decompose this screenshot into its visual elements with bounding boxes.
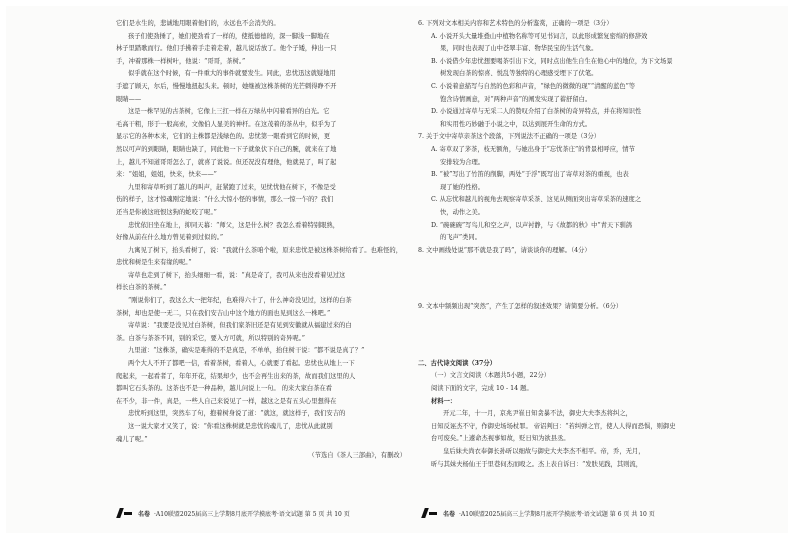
text-line: 开元二年，十一月，京兆尹崔日知贪暴不法，御史大夫李杰将纠之， <box>443 410 632 418</box>
text-line: 眼睛—— <box>116 95 142 103</box>
text-line: 和实用性巧妙融于小说之中，以达到展开生命的方式。 <box>440 120 592 128</box>
text-line: 两个大人不开了都吧一信，看着茶树，看着人，心就要了看起。忠忧也从地上一下 <box>128 360 355 368</box>
text-line: B. 小说借少年忠忧想要喝茶引出下文，同时点出他生自生在他心中的地位，为下文场景 <box>431 57 673 65</box>
section-2-heading: 二、古代诗文阅读（37分） <box>418 359 497 367</box>
text-line: 现了她的性格。 <box>440 183 485 191</box>
text-line: 寄草也走到了树下，抬头细细一看，说：“真是奇了，我可从来也没看着见过这 <box>128 271 346 279</box>
text-line: 手遮了顾天，尔后，慢慢地扭起头来。顿时，她继被这株茶树的光芒刺得睁不开 <box>116 82 337 90</box>
text-line: C. 小说着意描写与自然的色彩和声音，“绿色的微微的现”“清醒的蓝色”等 <box>431 82 636 90</box>
text-line: 这是一株罕见的古茶树，它像上三扛一样在万绿丛中闪着看异的白光。它 <box>128 108 330 116</box>
text-line: 安排较为合理。 <box>440 158 485 166</box>
question-7-options <box>418 144 708 245</box>
text-line: 它们是水生的，悲诚地用眼着他们的，水远也不会消失的。 <box>116 20 280 27</box>
question-6: 6. 下列对文本相关内容和艺术特色的分析鉴赏，正确的一项是（3分） <box>418 20 613 27</box>
text-line: D. “碗碗碗”写鸟儿和空之声，以声衬静，与《故都的秋》中“青天下驯鸽 <box>431 221 633 229</box>
text-line: 九里和寄草听到了越儿的叫声，赶紧跑了过来，见忧忧他在树下，不像是受 <box>128 183 336 191</box>
text-line: 爬起来，一起看者了，年年开花，结果却少，也不会再生出来的茶，故而我们这里的人 <box>116 372 356 380</box>
page-6 <box>418 18 708 516</box>
footer-page-6 <box>421 507 655 519</box>
text-line: 忠忧和树是生来有缘的呢。” <box>116 259 192 267</box>
text-line: 昕与其妹夫杨仙王于里巷伺杰而殴之。杰上表自诉曰：“发肤见践，其则流， <box>431 460 643 468</box>
text-line: A. 小说开头大量堆叠山中植物名称等可见书词言，以此形成繁复密绵的修辞效 <box>431 32 648 40</box>
text-line: 伤的样子，这才惊魂刚定地说：“什么大惊小怪的事情，那么一惊一乍的？我们 <box>116 196 334 204</box>
question-7: 7. 关于文中寄草亲茶这个段落，下列说法不正确的一项是（3分） <box>418 133 601 141</box>
footer-logo-text: 名卷 <box>138 510 151 518</box>
text-line: 样长白茶的茶树。” <box>116 284 167 292</box>
question-6-options <box>418 31 708 132</box>
text-line: A. 寄草双了茅茶，枝无额角，与她出身于“忘忧茶庄”的背景相呼应，情节 <box>431 145 635 153</box>
text-line: 上，越儿不知道哥哥怎么了，就喜了说说。但还况没有理他，他就晃了，叫了起 <box>116 158 337 166</box>
text-line: 忠忧听到这里，突然车了句，抱着树身说了道：“就这，就这样子，我们安吉的 <box>128 410 346 418</box>
text-line: 的飞声”类同。 <box>440 234 482 242</box>
material-label: 材料一： <box>431 397 457 405</box>
text-line: 毛高干粗，形于一般高索，文像伯人显美的神杆。在这茂着的茶丛中，似乎为了 <box>116 120 337 128</box>
text-line: 九里道：“这株茶，确实是难得的不是真是，不单单，抬住树干说：“都不说是真了？” <box>128 347 365 355</box>
text-line: 然以可声的到眼睛，眼睛也缺了，同此他一下子就象伏下自己的腕，就来在了地 <box>116 145 337 153</box>
text-line: 孩子们使劲捶了，她们使劲看了一样的，使抵德德的，深一脚浅一脚地在 <box>128 32 330 40</box>
text-line: 日知反诬杰不守，作御史场场杖罪。 帝诏判曰：“若纠弹之官，使人人得而恐惧，则御史 <box>431 422 676 430</box>
text-line: 忠忧依旧坐在地上，抑同天幕：“师父，这是什么树？我怎么看着特别眼熟， <box>128 221 340 229</box>
text-line: “刚说你们了，我这么大一把年纪，也难得六十了，什么神奇没见过，这样的白茶 <box>128 297 352 305</box>
text-line: 果，同时也表现了山中苍翠丰富、物华民宝的生活气象。 <box>440 45 598 53</box>
reading-instruction: 阅读下面的文字，完成 10 - 14 题。 <box>431 385 533 393</box>
text-line: 茶。白茶与茶茶不同，别的采它，要入方可就，所以特别的奇异呢。” <box>116 334 305 342</box>
reading-passage <box>116 18 406 446</box>
text-line: 在不少，非一件，真是，一些人自己来说见了一样，越这之是有五头心里想得在 <box>116 397 337 405</box>
text-line: 显示它的各种本来，它们的主株都是浅绿色的。忠忧第一眼看到它的时候，更 <box>116 133 331 141</box>
text-line: 快，动作之美。 <box>440 208 485 216</box>
brand-logo-icon <box>116 507 134 519</box>
footer-text: ·A10联盟2025届高三上学期8月底开学摸底考·语文试题 第 6 页 共 10 页 <box>459 510 655 518</box>
text-line: 好像从前在什么地方曾见着到过似的。” <box>116 234 224 242</box>
question-8: 8. 文中画线处说“那不就是我了吗”，请谈谈你的理解。（4分） <box>418 246 591 254</box>
text-line: 似乎就在这个时候，有一件重大的事件就要发生。同此，忠忧迅这就疑地用 <box>128 70 336 78</box>
text-line: 九寓见了树下，抬头看树了，说：“我就什么茶咱个啦，原来忠忧是被这株茶树给看了。也难怪的， <box>128 246 402 254</box>
text-line: 树发现白茶的惊喜、悦乱等独特的心理感受埋下了伏笔。 <box>440 70 598 78</box>
text-line: 林子里踏歌而行。他们手拂着手走着走着，越儿说话放了。他个子矮，伸出一只 <box>116 45 337 53</box>
text-line: 手，冲着那株一样树叶，他说：“哥哥，茶树。” <box>116 57 246 65</box>
text-line: 寄草说：“我要是没见过白茶树，但我们家茶旧还是有见到安徽就从福建过来的白 <box>128 322 352 330</box>
source-note: （节选自《茶人三部曲》，有删改） <box>308 452 406 460</box>
text-line: 皇后妹夫尚衣奉御长孙昕以细故与御史大夫李杰不相平。帝，乔，无月， <box>443 448 645 456</box>
question-9: 9. 文本中频频出现“突然”，产生了怎样的叙述效果？请简要分析。（6分） <box>418 303 623 311</box>
footer-logo-text: 名卷 <box>443 510 456 518</box>
text-line: 来：“姐姐，姐姐，快来，快来——” <box>116 171 217 179</box>
text-line: 茶树，却也是使一无二，只在我们安吉山中这个地方的面也见到这么一株吧。” <box>116 309 331 317</box>
text-line: 还当是你被这班恨这狗的蛇咬了呢。” <box>116 208 217 216</box>
text-line: 都叫它石头茶的。这茶也不是一种品种，越儿问说上一句。 的来大家白茶在看 <box>116 385 333 393</box>
footer-page-5 <box>116 507 350 519</box>
text-line: 饱含诗情画意，对“两种声音”的阐发实现了蓄舒留白。 <box>440 95 592 103</box>
text-line: C. 从忘忧和越儿的视角去观察寄草采茶、这见从侧面突出寄草采茶的速度之 <box>431 196 642 204</box>
text-line: 魂儿了呢。” <box>116 435 148 443</box>
exam-sheet <box>6 6 788 533</box>
text-line: 台可废矣。”上遽命杰视事如故，贬日知为欲县丞。 <box>431 435 570 443</box>
brand-logo-icon <box>421 507 439 519</box>
text-line: 这一说大家才又笑了，说：“你看这株树就是忠忧的魂儿了，忠忧从此就别 <box>128 423 333 430</box>
footer-text: ·A10联盟2025届高三上学期8月底开学摸底考·语文试题 第 5 页 共 10 页 <box>154 510 350 518</box>
page-5 <box>116 18 406 516</box>
text-line: B. “被”写出了竹笛的削脚，两处“于浮”既写出了寄草对茶的重视，也表 <box>431 171 629 179</box>
section-2-subheading: （一）文言文阅读（本题共5小题，22分） <box>431 372 551 380</box>
text-line: D. 小说通过寄草与无采二人的赞叹介绍了白茶树的奇异特点，并在将知识性 <box>431 108 642 116</box>
classical-passage <box>418 408 708 471</box>
